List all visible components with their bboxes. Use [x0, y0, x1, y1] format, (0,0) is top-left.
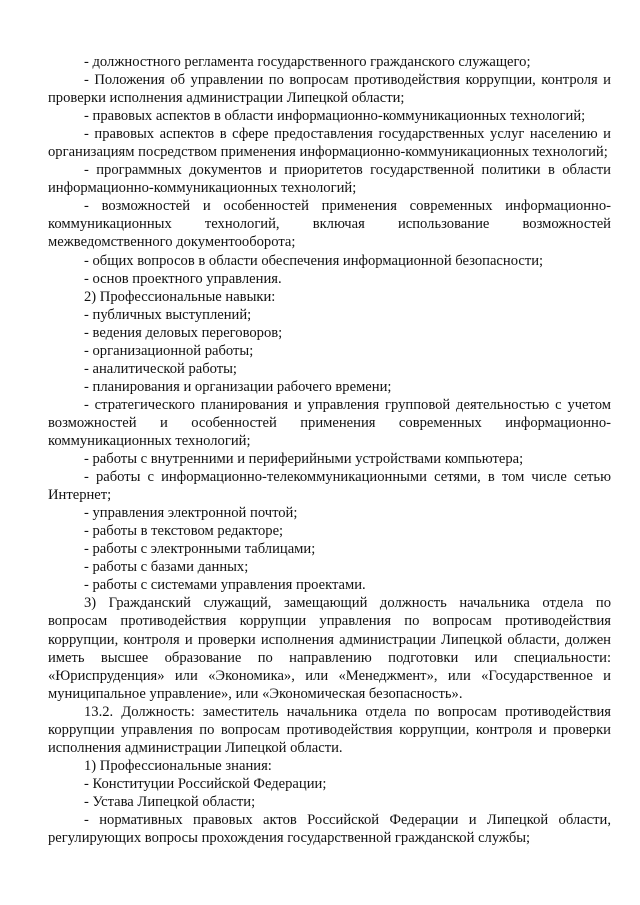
paragraph-networks: - работы с информационно-телекоммуникационными сетями, в том числе сетью Интернет; — [48, 469, 611, 504]
paragraph-charter: - Устава Липецкой области; — [84, 793, 256, 810]
paragraph-program-documents: - программных документов и приоритетов государственной политики в области информационно-коммуникационных технологий; — [48, 162, 611, 197]
paragraph-public-speaking: - публичных выступлений; — [84, 306, 252, 323]
paragraph-organizational-work: - организационной работы; — [84, 342, 254, 359]
document-page — [48, 53, 611, 847]
paragraph-information-security: - общих вопросов в области обеспечения информационной безопасности; — [84, 252, 544, 269]
paragraph-legal-public-services: - правовых аспектов в сфере предоставления государственных услуг населению и организациям посредством применения информационно-коммуникационных технологий; — [48, 126, 611, 161]
paragraph-position-deputy: 13.2. Должность: заместитель начальника отдела по вопросам противодействия коррупции управления по вопросам противодействия коррупции, контроля и проверки исполнения администрации Липецкой области. — [48, 703, 611, 756]
heading-professional-knowledge: 1) Профессиональные знания: — [84, 757, 272, 774]
paragraph-analytical-work: - аналитической работы; — [84, 360, 237, 377]
paragraph-department-regulation: - Положения об управлении по вопросам противодействия коррупции, контроля и проверки исполнения администрации Липецкой области; — [48, 72, 611, 107]
paragraph-text-editor: - работы в текстовом редакторе; — [84, 523, 284, 540]
paragraph-project-systems: - работы с системами управления проектами. — [84, 577, 366, 594]
paragraph-normative-acts: - нормативных правовых актов Российской Федерации и Липецкой области, регулирующих вопросы прохождения государственной гражданской службы; — [48, 811, 611, 847]
paragraph-time-planning: - планирования и организации рабочего времени; — [84, 378, 392, 395]
paragraph-databases: - работы с базами данных; — [84, 559, 249, 576]
heading-professional-skills: 2) Профессиональные навыки: — [84, 288, 276, 305]
paragraph-job-regulations: - должностного регламента государственного гражданского служащего; — [84, 54, 531, 70]
paragraph-modern-ict: - возможностей и особенностей применения современных информационно-коммуникационных технологий, включая использование возможностей межведомственного документооборота; — [48, 198, 611, 251]
paragraph-computer-devices: - работы с внутренними и периферийными устройствами компьютера; — [84, 451, 524, 468]
paragraph-education-requirements: 3) Гражданский служащий, замещающий должность начальника отдела по вопросам противодействия коррупции управления по вопросам противодействия коррупции, контроля и проверки исполнения администрации Липецкой области, должен иметь высшее образование по направлению подготовки или специальности: «Юриспруденция» или «Экономика», или «Менеджмент», или «Государственное и муниципальное управление», или «Экономическая безопасность». — [48, 595, 611, 702]
paragraph-project-management: - основ проектного управления. — [84, 270, 282, 287]
paragraph-negotiations: - ведения деловых переговоров; — [84, 324, 283, 341]
paragraph-spreadsheets: - работы с электронными таблицами; — [84, 541, 316, 558]
paragraph-email: - управления электронной почтой; — [84, 505, 298, 522]
paragraph-constitution: - Конституции Российской Федерации; — [84, 775, 327, 792]
paragraph-strategic-planning: - стратегического планирования и управления групповой деятельностью с учетом возможностей и особенностей применения современных информационно-коммуникационных технологий; — [48, 396, 611, 449]
paragraph-legal-ict: - правовых аспектов в области информационно-коммуникационных технологий; — [84, 108, 586, 125]
